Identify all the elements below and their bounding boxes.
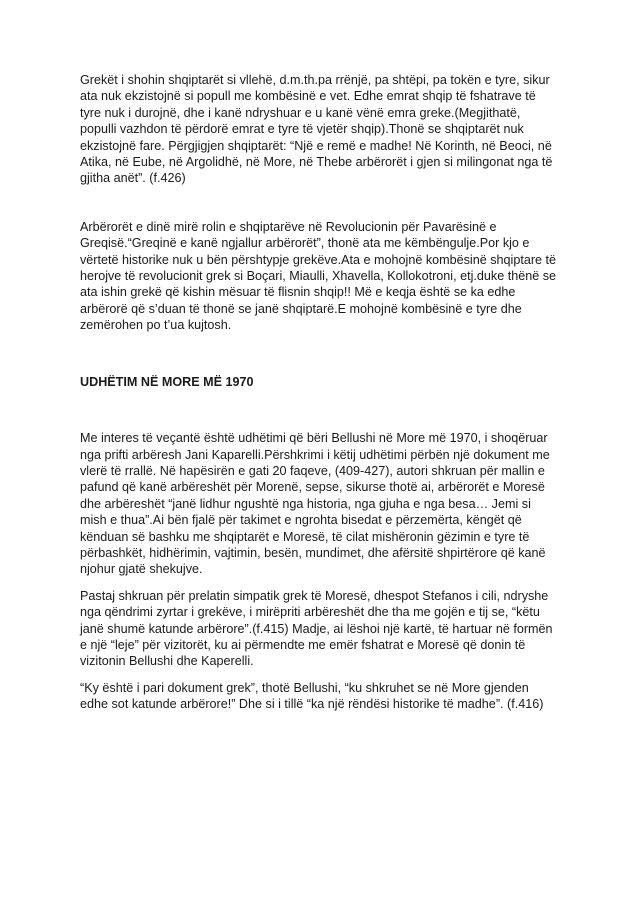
section-heading: UDHËTIM NË MORE MË 1970: [80, 374, 254, 389]
spacer: [80, 670, 560, 680]
paragraph-journey-1970: Me interes të veçantë është udhëtimi që bëri Bellushi në More më 1970, i shoqëruar nga prifti arbëresh Jani Kaparelli.Përshkrimi i këtij udhëtimi përbën një dokument me vlerë të rrallë. Në hapësirën e gati 20 faqeve, (409-427), autori shkruan për mallin e pafund që kanë arbëreshët për Morenë, sepse, sikurse thotë ai, arbërorët e Moresë dhe arbëreshët “janë lidhur ngushtë nga historia, nga gjuha e nga besa… Jemi si mish e thua”.Ai bën fjalë për takimet e ngrohta bisedat e përzemërta, këngët që kënduan së bashku me shqiptarët e Moresë, të cilat mishëronin gëzimin e tyre të përbashkët, hidhërimin, vajtimin, besën, mundimet, dhe afërsitë shpirtërore që kanë njohur gjatë shekujve.: [80, 431, 550, 577]
paragraph-revolution-role: Arbërorët e dinë mirë rolin e shqiptarëve në Revolucionin për Pavarësinë e Greqisë.“Greqinë e kanë ngjallur arbërorët”, thonë ata me këmbëngulje.Por kjo e vërtetë historike nuk u bën përshtypje grekëve.Ata e mohojnë kombësinë shqiptare të herojve të revolucionit grek si Boçari, Miaulli, Xhavella, Kollokotroni, etj.duke thënë se ata ishin grekë që kishin mësuar të flisnin shqip!! Më e keqja është se ka edhe arbërorë që s’duan të thonë se janë shqiptarë.E mohojnë kombësinë e tyre dhe zemërohen po t’ua kujtosh.: [80, 219, 557, 333]
spacer: [80, 334, 560, 374]
spacer: [80, 187, 560, 219]
paragraph-greeks-view: Grekët i shohin shqiptarët si vllehë, d.m.th.pa rrënjë, pa shtëpi, pa tokën e tyre, sikur ata nuk ekzistojnë si popull me kombësinë e vet. Edhe emrat shqip të fshatrave të tyre nuk i durojnë, dhe i kanë ndryshuar e u kanë vënë emra greke.(Megjithatë, populli vazhdon të përdorë emrat e tyre të vjetër shqip).Thonë se shqiptarët nuk ekzistojnë fare. Përgjigjen shqiptarët: “Një e remë e madhe! Në Korinth, në Beoci, në Atika, në Eube, në Argolidhë, në More, në Thebe arbërorët i gjen si milingonat nga të gjitha anët”. (f.426): [80, 73, 553, 186]
document-page: [80, 72, 560, 713]
paragraph-prelate-stefanos: Pastaj shkruan për prelatin simpatik grek të Moresë, dhespot Stefanos i cili, ndryshe nga qëndrimi zyrtar i grekëve, i mirëpriti arbëreshët dhe tha me gojën e tij se, “këtu janë shumë katunde arbërore”.(f.415) Madje, ai lëshoi një kartë, të hartuar në formën e një “leje” për vizitorët, ku ai përmendte me emër fshatrat e Moresë që donin të vizitonin Bellushi dhe Kaperelli.: [80, 588, 553, 669]
paragraph-first-greek-document: “Ky është i pari dokument grek”, thotë Bellushi, “ku shkruhet se në More gjenden edhe sot katunde arbërore!” Dhe si i tillë “ka një rëndësi historike të madhe”. (f.416): [80, 680, 544, 712]
spacer: [80, 390, 560, 430]
spacer: [80, 578, 560, 588]
